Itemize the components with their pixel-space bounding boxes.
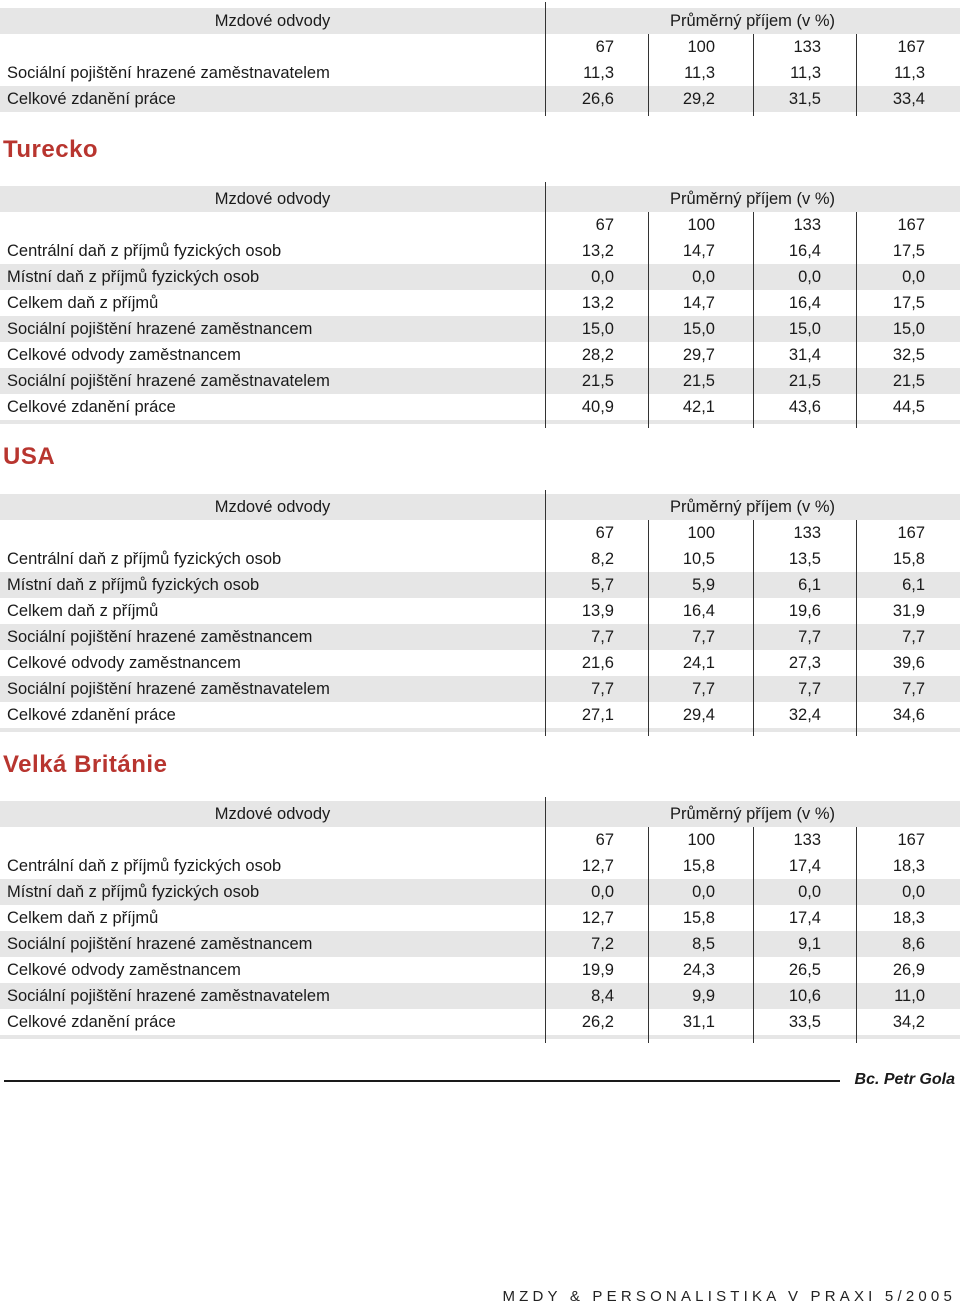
table-section-0 [0,8,960,112]
cell-value: 16,4 [682,602,715,620]
table-row [0,650,960,676]
row-label: Místní daň z příjmů fyzických osob [7,883,260,901]
cell-value: 0,0 [798,268,821,286]
cell-value: 44,5 [892,398,925,416]
level-167: 167 [897,524,925,542]
row-label: Centrální daň z příjmů fyzických osob [7,242,282,260]
cell-value: 11,3 [790,64,821,82]
cell-value: 15,8 [682,909,715,927]
cell-value: 29,4 [682,706,715,724]
row-label: Celkové odvody zaměstnancem [7,654,241,672]
signature-rule [4,1080,840,1082]
cell-value: 15,0 [892,320,925,338]
cell-value: 18,3 [892,857,925,875]
cell-value: 26,2 [581,1013,614,1031]
cell-value: 7,7 [692,628,715,646]
table-header-row [0,801,960,827]
table-header-row [0,186,960,212]
cell-value: 7,7 [798,680,821,698]
cell-value: 0,0 [591,268,614,286]
column-divider [545,797,546,1043]
row-label: Sociální pojištění hrazené zaměstnavatelem [7,372,330,390]
row-label: Celkem daň z příjmů [7,909,159,927]
cell-value: 18,3 [892,909,925,927]
cell-value: 31,1 [682,1013,715,1031]
cell-value: 14,7 [682,242,715,260]
cell-value: 7,7 [902,680,925,698]
cell-value: 39,6 [892,654,925,672]
income-levels-row [0,212,960,238]
level-67: 67 [595,38,614,56]
table-section-velka-britanie [0,801,960,1035]
cell-value: 0,0 [798,883,821,901]
cell-value: 19,6 [788,602,821,620]
page-footer: MZDY & PERSONALISTIKA V PRAXI 5/2005 [502,1288,956,1305]
table-end-bar [0,1035,960,1039]
cell-value: 16,4 [788,294,821,312]
cell-value: 32,4 [788,706,821,724]
table-row [0,853,960,879]
cell-value: 12,7 [581,857,614,875]
cell-value: 8,4 [591,987,614,1005]
level-133: 133 [793,216,821,234]
row-label: Celkové odvody zaměstnancem [7,961,241,979]
cell-value: 15,0 [788,320,821,338]
table-row [0,879,960,905]
table-row [0,316,960,342]
table-row [0,368,960,394]
income-levels-row [0,34,960,60]
cell-value: 6,1 [798,576,821,594]
cell-value: 7,7 [798,628,821,646]
table-row [0,290,960,316]
cell-value: 9,1 [798,935,821,953]
row-label: Celkem daň z příjmů [7,294,159,312]
cell-value: 21,6 [581,654,614,672]
cell-value: 0,0 [692,883,715,901]
cell-value: 10,5 [682,550,715,568]
table-row [0,676,960,702]
income-levels-row [0,520,960,546]
section-heading-velka-britanie: Velká Británie [3,751,168,778]
table-end-bar [0,420,960,424]
column-divider [648,34,649,116]
cell-value: 15,8 [682,857,715,875]
row-label: Centrální daň z příjmů fyzických osob [7,857,282,875]
table-header-row [0,494,960,520]
cell-value: 7,2 [591,935,614,953]
cell-value: 9,9 [692,987,715,1005]
level-167: 167 [897,216,925,234]
cell-value: 21,5 [892,372,925,390]
row-label: Místní daň z příjmů fyzických osob [7,576,260,594]
cell-value: 19,9 [581,961,614,979]
cell-value: 26,6 [581,90,614,108]
cell-value: 26,9 [892,961,925,979]
level-133: 133 [793,831,821,849]
level-100: 100 [687,524,715,542]
cell-value: 0,0 [591,883,614,901]
cell-value: 40,9 [581,398,614,416]
cell-value: 21,5 [581,372,614,390]
level-100: 100 [687,38,715,56]
cell-value: 13,5 [788,550,821,568]
table-row [0,572,960,598]
table-header-row [0,8,960,34]
column-divider [648,212,649,428]
cell-value: 13,2 [581,242,614,260]
column-divider [856,212,857,428]
cell-value: 27,1 [581,706,614,724]
cell-value: 26,5 [788,961,821,979]
table-end-bar [0,728,960,732]
cell-value: 7,7 [591,680,614,698]
level-100: 100 [687,831,715,849]
cell-value: 11,3 [894,64,925,82]
cell-value: 15,0 [682,320,715,338]
cell-value: 28,2 [581,346,614,364]
level-167: 167 [897,38,925,56]
column-divider [753,34,754,116]
table-row [0,624,960,650]
row-label: Celkové zdanění práce [7,706,176,724]
cell-value: 21,5 [682,372,715,390]
cell-value: 21,5 [788,372,821,390]
table-row [0,983,960,1009]
cell-value: 42,1 [682,398,715,416]
cell-value: 11,3 [684,64,715,82]
level-133: 133 [793,524,821,542]
column-divider [648,827,649,1043]
cell-value: 8,6 [902,935,925,953]
level-67: 67 [595,831,614,849]
cell-value: 29,2 [682,90,715,108]
cell-value: 13,9 [581,602,614,620]
row-label: Sociální pojištění hrazené zaměstnancem [7,628,313,646]
cell-value: 11,0 [894,987,925,1005]
cell-value: 31,4 [788,346,821,364]
row-label: Celkové zdanění práce [7,1013,176,1031]
cell-value: 29,7 [682,346,715,364]
column-divider [856,827,857,1043]
cell-value: 34,6 [892,706,925,724]
level-133: 133 [793,38,821,56]
table-row [0,60,960,86]
cell-value: 13,2 [581,294,614,312]
cell-value: 0,0 [692,268,715,286]
table-row [0,931,960,957]
table-row [0,957,960,983]
row-label: Celkové zdanění práce [7,398,176,416]
cell-value: 5,7 [591,576,614,594]
row-label: Sociální pojištění hrazené zaměstnavatelem [7,987,330,1005]
cell-value: 33,4 [892,90,925,108]
table-row [0,238,960,264]
cell-value: 17,4 [788,857,821,875]
cell-value: 33,5 [788,1013,821,1031]
table-row [0,342,960,368]
cell-value: 15,8 [892,550,925,568]
table-row [0,1009,960,1035]
row-label: Celkové odvody zaměstnancem [7,346,241,364]
cell-value: 24,3 [682,961,715,979]
row-label: Centrální daň z příjmů fyzických osob [7,550,282,568]
cell-value: 12,7 [581,909,614,927]
cell-value: 7,7 [902,628,925,646]
column-divider [753,827,754,1043]
cell-value: 17,5 [892,294,925,312]
level-167: 167 [897,831,925,849]
cell-value: 34,2 [892,1013,925,1031]
column-divider [545,182,546,428]
cell-value: 0,0 [902,883,925,901]
cell-value: 7,7 [591,628,614,646]
table-row [0,905,960,931]
row-label: Sociální pojištění hrazené zaměstnavatelem [7,64,330,82]
section-heading-usa: USA [3,443,56,470]
column-label-header: Mzdové odvody [214,12,331,30]
author-signature: Bc. Petr Gola [854,1071,955,1088]
cell-value: 8,5 [692,935,715,953]
table-row [0,598,960,624]
table-row [0,264,960,290]
column-divider [753,520,754,736]
level-100: 100 [687,216,715,234]
cell-value: 14,7 [682,294,715,312]
cell-value: 27,3 [788,654,821,672]
table-row [0,702,960,728]
table-row [0,86,960,112]
cell-value: 11,3 [583,64,614,82]
cell-value: 24,1 [682,654,715,672]
cell-value: 32,5 [892,346,925,364]
cell-value: 43,6 [788,398,821,416]
column-divider [545,490,546,736]
column-label-header: Mzdové odvody [214,498,331,516]
cell-value: 8,2 [591,550,614,568]
cell-value: 31,9 [892,602,925,620]
row-label: Sociální pojištění hrazené zaměstnavatelem [7,680,330,698]
level-67: 67 [595,216,614,234]
column-divider [856,34,857,116]
cell-value: 6,1 [902,576,925,594]
table-section-usa [0,494,960,728]
table-row [0,394,960,420]
cell-value: 16,4 [788,242,821,260]
cell-value: 10,6 [788,987,821,1005]
row-label: Sociální pojištění hrazené zaměstnancem [7,935,313,953]
cell-value: 17,4 [788,909,821,927]
cell-value: 5,9 [692,576,715,594]
column-divider [648,520,649,736]
income-group-header: Průměrný příjem (v %) [669,190,836,208]
row-label: Celkové zdanění práce [7,90,176,108]
column-label-header: Mzdové odvody [214,805,331,823]
income-levels-row [0,827,960,853]
column-divider [545,2,546,116]
income-group-header: Průměrný příjem (v %) [669,498,836,516]
cell-value: 7,7 [692,680,715,698]
cell-value: 15,0 [581,320,614,338]
column-divider [753,212,754,428]
section-heading-turecko: Turecko [3,136,99,163]
row-label: Celkem daň z příjmů [7,602,159,620]
cell-value: 31,5 [788,90,821,108]
table-section-turecko [0,186,960,420]
column-divider [856,520,857,736]
row-label: Místní daň z příjmů fyzických osob [7,268,260,286]
column-label-header: Mzdové odvody [214,190,331,208]
cell-value: 0,0 [902,268,925,286]
row-label: Sociální pojištění hrazené zaměstnancem [7,320,313,338]
income-group-header: Průměrný příjem (v %) [669,805,836,823]
income-group-header: Průměrný příjem (v %) [669,12,836,30]
table-row [0,546,960,572]
level-67: 67 [595,524,614,542]
cell-value: 17,5 [892,242,925,260]
